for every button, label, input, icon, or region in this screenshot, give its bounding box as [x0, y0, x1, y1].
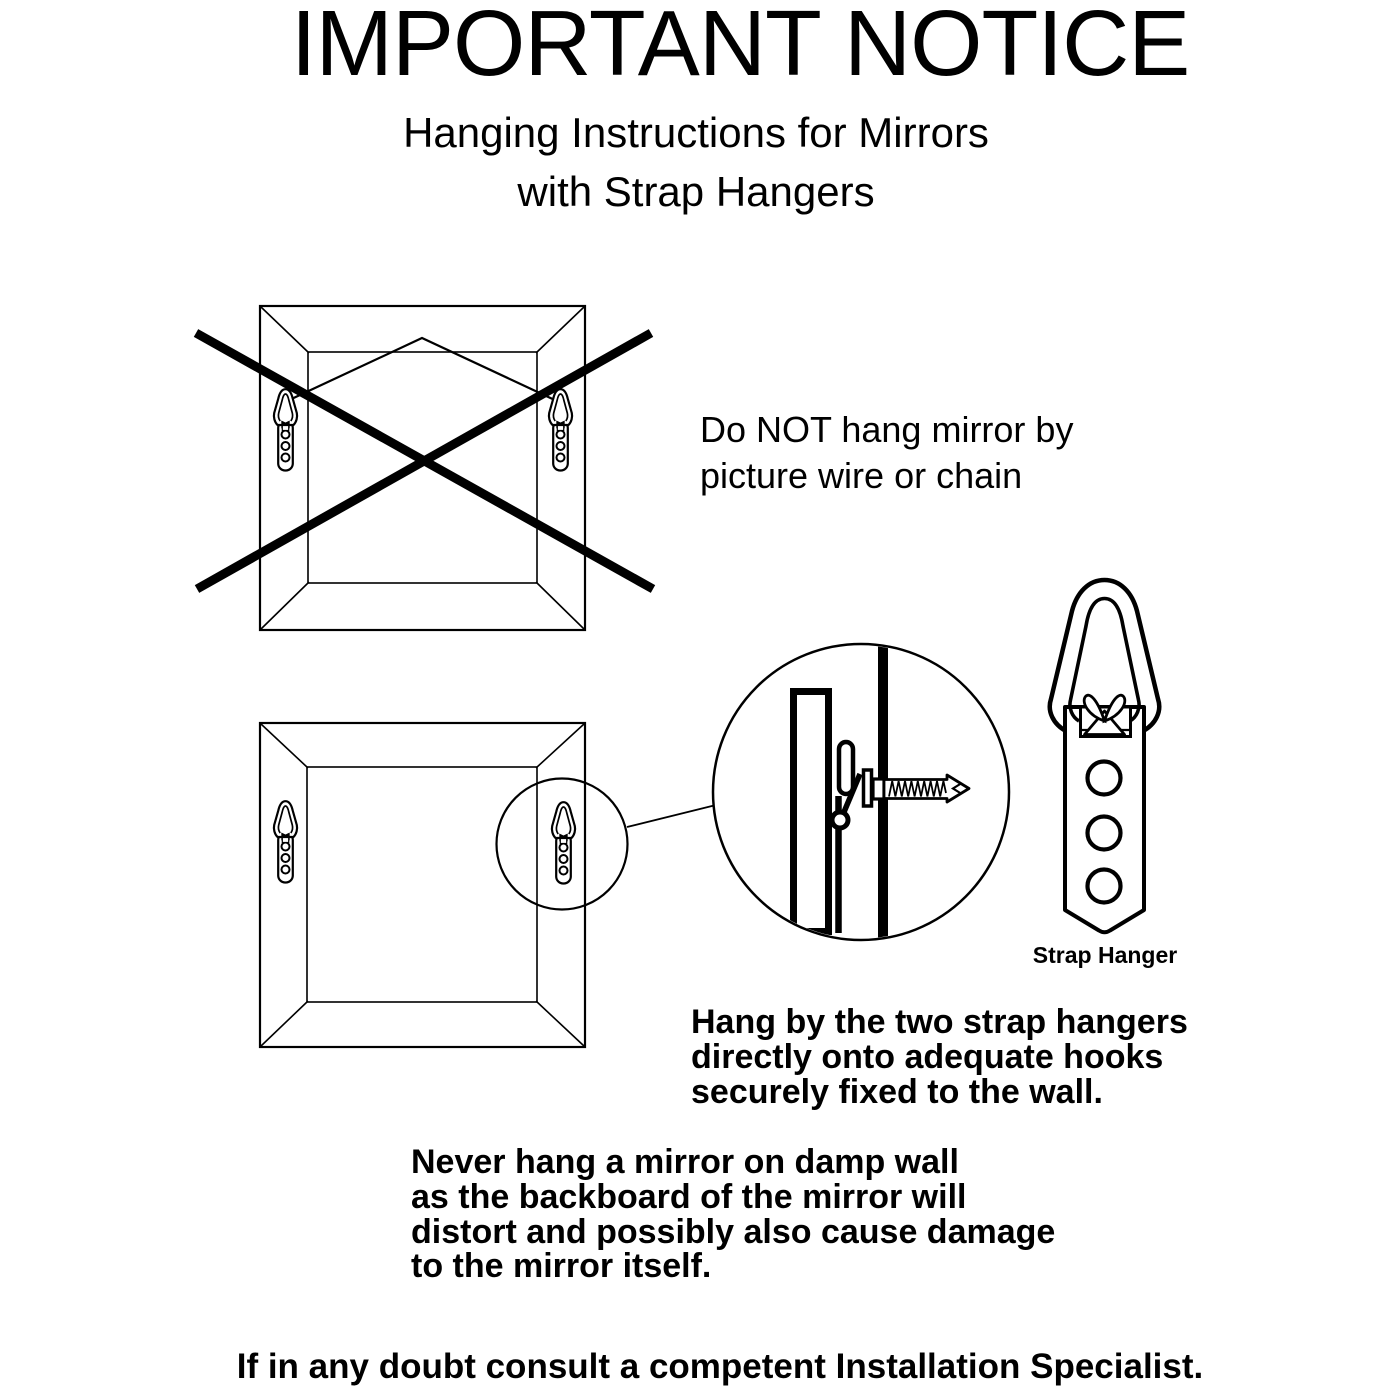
page-subtitle: [27, 103, 1365, 221]
note-line: as the backboard of the mirror will: [411, 1177, 967, 1216]
note-line: Hang by the two strap hangers: [691, 1003, 1188, 1041]
strap-hanger-label: Strap Hanger: [1032, 942, 1178, 968]
subtitle-line: with Strap Hangers: [517, 168, 875, 215]
strap-hanger-icon: [274, 801, 297, 882]
hook-detail-circle: [713, 640, 1009, 944]
note-line: to the mirror itself.: [411, 1247, 712, 1286]
note-line: Do NOT hang mirror by: [700, 409, 1074, 450]
no-wire-warning-text: [700, 407, 1120, 499]
strap-hanger-icon: [274, 389, 297, 470]
footer-advice-text: If in any doubt consult a competent Installation Specialist.: [236, 1347, 1204, 1386]
note-line: picture wire or chain: [700, 455, 1023, 496]
subtitle-line: Hanging Instructions for Mirrors: [403, 109, 989, 156]
page-title: IMPORTANT NOTICE: [290, 0, 1190, 95]
strap-hung-mirror-diagram: [260, 723, 716, 1047]
note-line: Never hang a mirror on damp wall: [411, 1143, 959, 1181]
mirror-frame-edge: [794, 692, 829, 932]
strap-hanger-icon: [549, 389, 572, 470]
note-line: distort and possibly also cause damage: [411, 1212, 1056, 1251]
strap-hanger-icon: [552, 802, 575, 883]
damp-wall-warning-text: [411, 1145, 1091, 1284]
strap-slot: [839, 742, 853, 794]
note-line: directly onto adequate hooks: [691, 1037, 1164, 1076]
note-line: securely fixed to the wall.: [691, 1072, 1103, 1111]
hang-instruction-text: [691, 1005, 1211, 1109]
strap-hanger-large-icon: [1050, 580, 1159, 932]
zoom-callout-line: [627, 805, 716, 827]
crossed-mirror-diagram: [196, 306, 653, 630]
